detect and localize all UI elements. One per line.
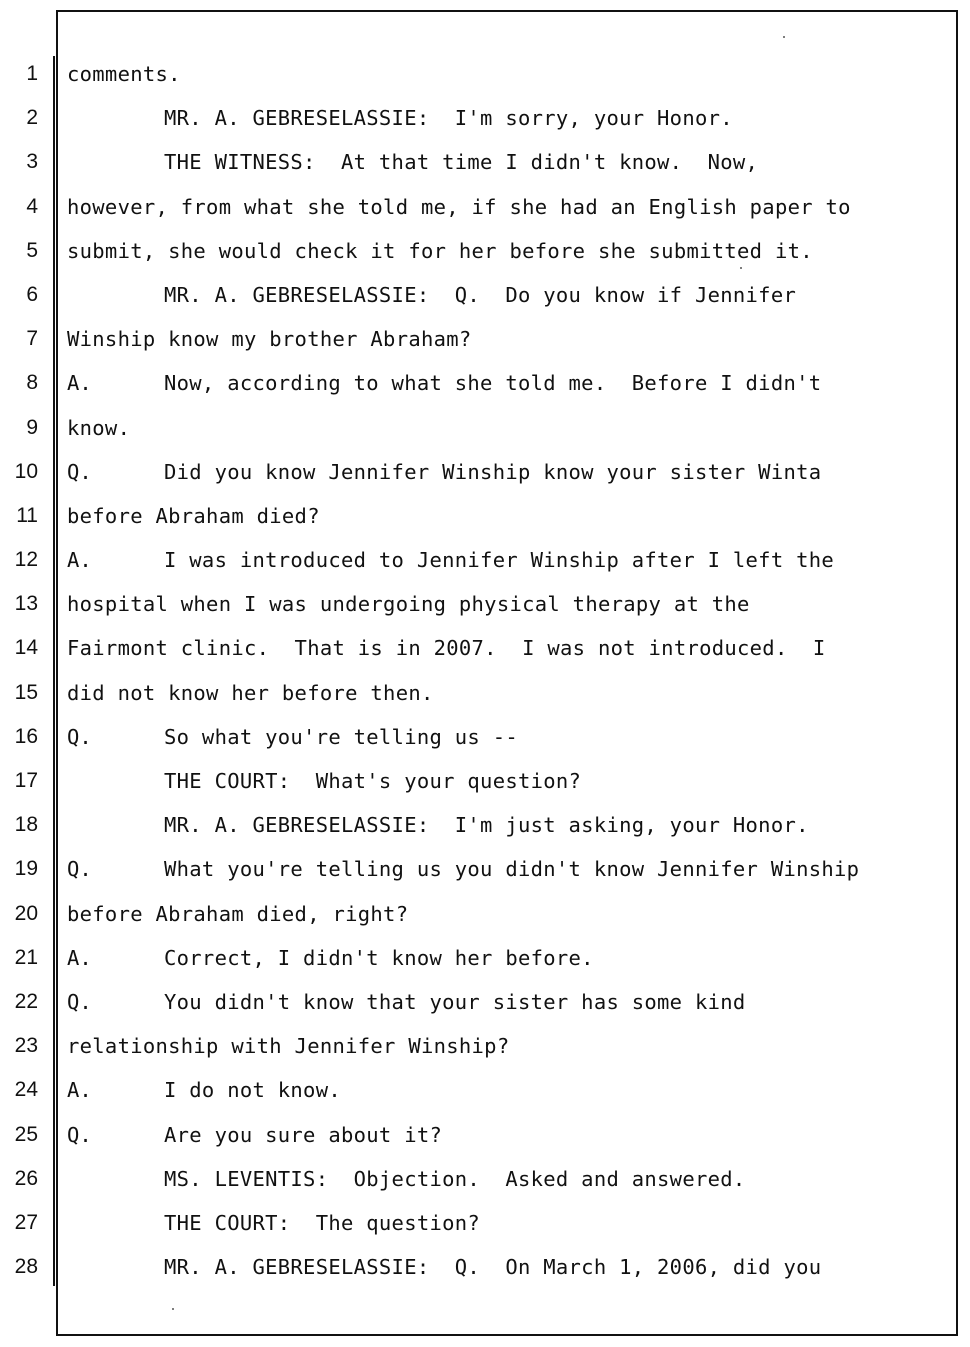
line-number: 8 — [26, 371, 38, 395]
line-number: 1 — [26, 62, 38, 85]
line-text: MR. A. GEBRESELASSIE: Q. On March 1, 2006, did you — [164, 1255, 822, 1280]
transcript-line — [0, 273, 960, 317]
line-number: 23 — [14, 1034, 38, 1058]
line-text: Now, according to what she told me. Before I didn't — [164, 371, 822, 396]
transcript-line — [0, 229, 960, 273]
line-text: know. — [67, 415, 131, 440]
transcript-line — [0, 1113, 960, 1157]
line-text: did not know her before then. — [67, 680, 434, 705]
line-number: 10 — [14, 459, 38, 483]
line-number: 11 — [16, 503, 38, 527]
line-number: 26 — [14, 1166, 38, 1190]
qa-marker: Q. — [67, 1122, 92, 1147]
line-number: 24 — [14, 1078, 38, 1102]
qa-marker: A. — [67, 548, 92, 573]
line-number: 25 — [14, 1122, 38, 1146]
line-number: 17 — [14, 769, 38, 792]
line-number: 16 — [14, 724, 38, 748]
line-text: Correct, I didn't know her before. — [164, 945, 594, 970]
line-number: 3 — [26, 150, 38, 174]
qa-marker: Q. — [67, 857, 92, 882]
line-number: 18 — [14, 813, 38, 837]
line-number: 5 — [26, 238, 38, 262]
line-text: before Abraham died, right? — [67, 901, 409, 926]
transcript-line — [0, 185, 960, 229]
transcript-line — [0, 361, 960, 405]
line-text: MR. A. GEBRESELASSIE: Q. Do you know if Jennifer — [164, 282, 797, 307]
scan-speck — [172, 1308, 174, 1310]
scan-speck — [783, 36, 785, 38]
transcript-line — [0, 803, 960, 847]
line-number: 13 — [14, 592, 38, 616]
line-number: 27 — [14, 1210, 38, 1234]
line-number: 7 — [26, 327, 38, 351]
transcript-line — [0, 626, 960, 670]
scan-speck — [740, 267, 742, 269]
transcript-line — [0, 980, 960, 1024]
transcript-line — [0, 538, 960, 582]
transcript-line — [0, 1245, 960, 1289]
transcript-line — [0, 52, 960, 96]
transcript-line — [0, 96, 960, 140]
line-text: THE COURT: The question? — [164, 1210, 481, 1235]
line-text: I do not know. — [164, 1078, 341, 1103]
line-text: Fairmont clinic. That is in 2007. I was not introduced. I — [67, 636, 826, 661]
transcript-line — [0, 317, 960, 361]
line-text: comments. — [67, 62, 181, 86]
transcript-line — [0, 1024, 960, 1068]
transcript-line — [0, 936, 960, 980]
line-text: MS. LEVENTIS: Objection. Asked and answered. — [164, 1166, 746, 1191]
transcript-line — [0, 1068, 960, 1112]
line-text: I was introduced to Jennifer Winship after I left the — [164, 548, 835, 573]
transcript-line — [0, 892, 960, 936]
line-text: before Abraham died? — [67, 503, 320, 528]
transcript-line — [0, 140, 960, 184]
line-number: 14 — [14, 636, 38, 660]
line-number: 19 — [14, 857, 38, 881]
line-text: submit, she would check it for her before she submitted it. — [67, 238, 813, 263]
line-number: 9 — [26, 415, 38, 439]
line-text: THE COURT: What's your question? — [164, 769, 582, 793]
transcript-line — [0, 671, 960, 715]
line-number: 22 — [14, 989, 38, 1013]
qa-marker: A. — [67, 945, 92, 970]
line-number: 28 — [14, 1255, 38, 1279]
qa-marker: Q. — [67, 989, 92, 1014]
line-text: Are you sure about it? — [164, 1122, 443, 1147]
qa-marker: A. — [67, 371, 92, 396]
line-text: MR. A. GEBRESELASSIE: I'm sorry, your Honor. — [164, 106, 733, 131]
line-number: 20 — [14, 901, 38, 925]
line-number: 21 — [14, 945, 38, 969]
line-number: 12 — [14, 548, 38, 572]
line-text: What you're telling us you didn't know Jennifer Winship — [164, 857, 860, 882]
line-number: 15 — [14, 680, 38, 704]
line-number: 2 — [26, 106, 38, 130]
line-text: Winship know my brother Abraham? — [67, 327, 472, 352]
line-text: THE WITNESS: At that time I didn't know. Now, — [164, 150, 759, 175]
transcript-line — [0, 406, 960, 450]
transcript-line — [0, 847, 960, 891]
qa-marker: Q. — [67, 459, 92, 484]
line-number: 4 — [26, 194, 38, 218]
qa-marker: A. — [67, 1078, 92, 1103]
qa-marker: Q. — [67, 724, 92, 749]
transcript-body — [0, 52, 960, 1289]
line-text: You didn't know that your sister has some kind — [164, 989, 746, 1014]
line-text: relationship with Jennifer Winship? — [67, 1034, 510, 1059]
transcript-line — [0, 759, 960, 803]
line-text: hospital when I was undergoing physical therapy at the — [67, 592, 750, 617]
line-number: 6 — [26, 282, 38, 306]
transcript-line — [0, 450, 960, 494]
transcript-line — [0, 494, 960, 538]
line-text: So what you're telling us -- — [164, 724, 518, 749]
transcript-line — [0, 582, 960, 626]
line-text: MR. A. GEBRESELASSIE: I'm just asking, your Honor. — [164, 813, 809, 838]
transcript-line — [0, 1157, 960, 1201]
line-text: however, from what she told me, if she had an English paper to — [67, 194, 851, 219]
transcript-line — [0, 1201, 960, 1245]
transcript-line — [0, 715, 960, 759]
line-text: Did you know Jennifer Winship know your sister Winta — [164, 459, 822, 484]
